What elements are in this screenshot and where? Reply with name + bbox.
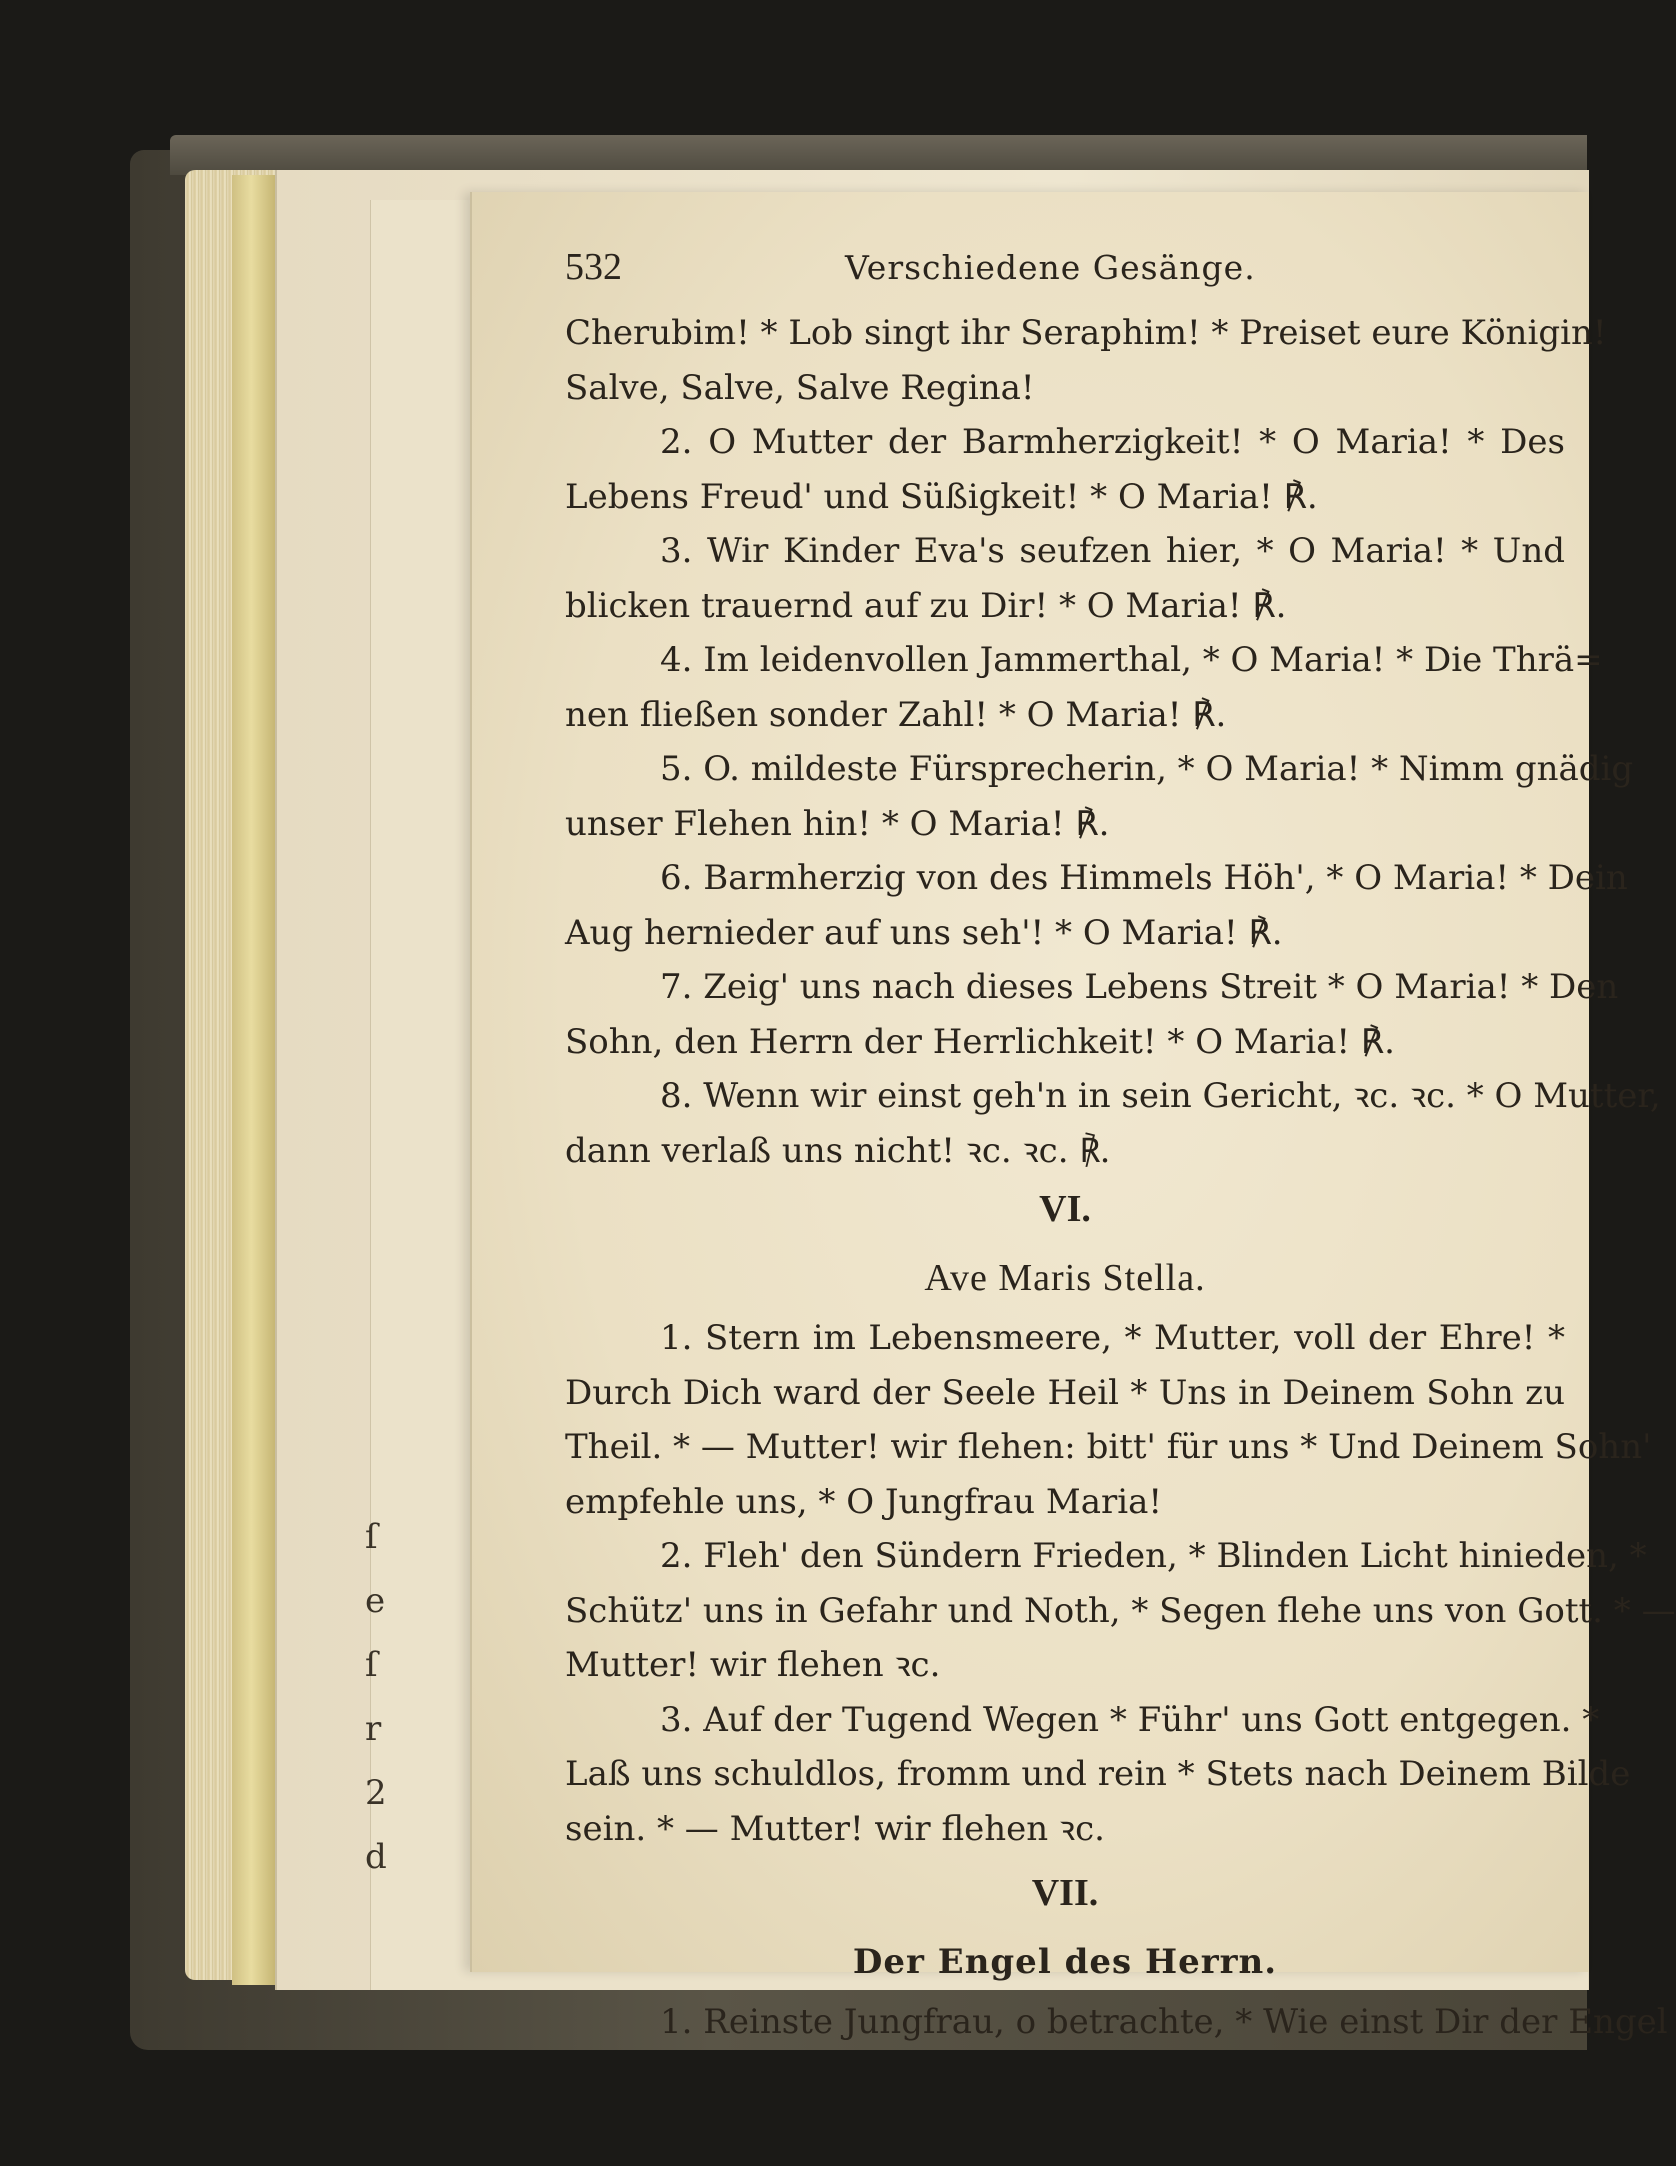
text-line: Laß uns schuldlos, fromm und rein * Stets nach Deinem Bilde <box>565 1754 1631 1794</box>
text-line: 6. Barmherzig von des Himmels Höh', * O Maria! * Dein <box>660 858 1628 898</box>
section-numeral: VI. <box>1039 1188 1091 1230</box>
text-line: 3. Auf der Tugend Wegen * Führ' uns Gott entgegen. * <box>660 1699 1600 1740</box>
text-line: empfehle uns, * O Jungfrau Maria! <box>565 1481 1163 1522</box>
book-cover-top <box>170 135 1587 175</box>
page-text <box>565 240 1676 2050</box>
gilt-edge <box>232 175 280 1985</box>
margin-letter: ſ <box>365 1645 378 1685</box>
text-line: dann verlaß uns nicht! ꝛc. ꝛc. ℟. <box>565 1130 1111 1171</box>
text-line: Durch Dich ward der Seele Heil * Uns in Deinem Sohn zu <box>565 1372 1565 1413</box>
text-line: 1. Reinste Jungfrau, o betrachte, * Wie einst Dir der Engel <box>660 2002 1668 2042</box>
margin-letter: e <box>365 1581 386 1621</box>
text-line: Salve, Salve, Salve Regina! <box>565 367 1035 408</box>
text-line: sein. * — Mutter! wir flehen ꝛc. <box>565 1808 1105 1849</box>
text-line: 7. Zeig' uns nach dieses Lebens Streit * O Maria! * Den <box>660 967 1619 1007</box>
text-line: Lebens Freud' und Süßigkeit! * O Maria! ℟. <box>565 476 1318 517</box>
text-line: blicken trauernd auf zu Dir! * O Maria! ℟. <box>565 585 1287 626</box>
text-line: unser Flehen hin! * O Maria! ℟. <box>565 803 1110 844</box>
margin-letters <box>365 1505 395 1889</box>
text-line: Theil. * — Mutter! wir flehen: bitt' für uns * Und Deinem Sohn' <box>565 1427 1652 1467</box>
text-line: Mutter! wir flehen ꝛc. <box>565 1645 941 1685</box>
text-line: Aug hernieder auf uns seh'! * O Maria! ℟. <box>565 912 1283 953</box>
text-line: 3. Wir Kinder Eva's seufzen hier, * O Maria! * Und <box>660 531 1565 571</box>
text-line: 2. Fleh' den Sündern Frieden, * Blinden Licht hinieden, * <box>660 1536 1647 1576</box>
text-line: Sohn, den Herrn der Herrlichkeit! * O Maria! ℟. <box>565 1021 1395 1062</box>
text-line: nen fließen sonder Zahl! * O Maria! ℟. <box>565 694 1227 735</box>
margin-letter: r <box>365 1709 382 1749</box>
section-title: Der Engel des Herrn. <box>852 1941 1278 1982</box>
running-head: Verschiedene Gesänge. <box>845 248 1256 287</box>
margin-letter: ſ <box>365 1517 378 1557</box>
text-line: 8. Wenn wir einst geh'n in sein Gericht, ꝛc. ꝛc. * O Mutter, <box>660 1076 1661 1116</box>
page-header <box>565 240 1565 300</box>
text-line: 4. Im leidenvollen Jammerthal, * O Maria! * Die Thrä= <box>660 640 1603 680</box>
margin-letter: 2 <box>365 1773 387 1813</box>
text-line: 2. O Mutter der Barmherzigkeit! * O Maria! * Des <box>660 422 1565 462</box>
text-line: 1. Stern im Lebensmeere, * Mutter, voll der Ehre! * <box>660 1318 1565 1358</box>
text-line: Cherubim! * Lob singt ihr Seraphim! * Preiset eure Königin! <box>565 313 1607 353</box>
text-line: Schütz' uns in Gefahr und Noth, * Segen flehe uns von Gott. * — <box>565 1590 1676 1631</box>
page-number: 532 <box>565 246 622 288</box>
margin-letter: d <box>365 1837 387 1877</box>
section-title: Ave Maris Stella. <box>924 1256 1206 1299</box>
text-line: 5. O. mildeste Fürsprecherin, * O Maria! * Nimm gnädig <box>660 749 1634 789</box>
section-numeral: VII. <box>1031 1872 1099 1914</box>
